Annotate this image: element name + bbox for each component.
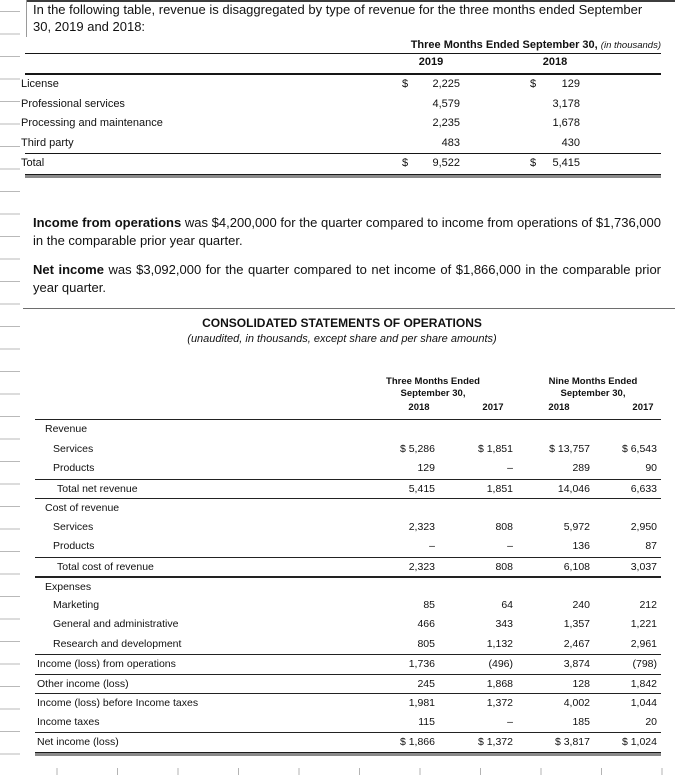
value: 483 [441,136,460,149]
cell: – [507,715,513,728]
cell: $ 3,817 [554,736,590,748]
top-cell-border-stub [26,0,27,37]
cell: 85 [423,598,435,611]
cell: (496) [488,658,513,670]
cell: 5,415 [408,482,435,495]
cell: 1,357 [563,618,590,630]
three-months-header [363,376,503,400]
cell: $ 6,543 [621,442,657,455]
cell: – [429,540,435,552]
table-row [35,596,661,616]
table-row [21,75,661,95]
table-row [35,693,661,713]
row-label: Income (loss) before Income taxes [37,697,199,709]
table2-header [35,373,661,420]
row-label: Research and development [53,637,182,650]
cell: 87 [645,540,657,552]
cell: $ 5,286 [399,442,435,455]
table1-year-2018: 2018 [542,56,568,68]
cell: 3,874 [563,658,590,670]
cell: 128 [572,677,590,690]
table-row-total [21,154,661,174]
cell: $ 1,372 [477,736,513,748]
cell: – [507,540,513,552]
net-income-paragraph [33,261,661,296]
value: 5,415 [552,157,580,170]
bottom-column-gridlines [0,768,675,775]
paragraph-lead: Net income [33,262,104,277]
table-row [35,713,661,733]
cell [530,75,580,95]
cell: 1,842 [630,677,657,690]
cell [530,114,580,134]
cell: 808 [495,560,513,573]
paragraph-lead: Income from operations [33,215,182,230]
cell: 20 [645,715,657,728]
row-label: Professional services [21,97,125,110]
cell: 64 [501,598,513,611]
row-label: Total cost of revenue [57,560,154,573]
cell [530,95,580,115]
group-line1: Three Months Ended [386,376,480,387]
dollar-sign: $ [530,78,537,90]
cell: 2,961 [630,637,657,650]
group-line1: Nine Months Ended [548,376,638,387]
cell [402,95,460,115]
cell: $ 1,866 [399,736,435,748]
table-row [21,114,661,134]
row-label: Processing and maintenance [21,117,163,130]
cell: 3,037 [630,560,657,573]
cell: 1,868 [486,677,513,690]
double-rule [25,174,661,179]
year-column-header: 2017 [632,402,654,413]
value: 2,235 [432,117,460,130]
cell: 2,467 [563,637,590,650]
table-row-total [35,557,661,577]
table-row [21,134,661,154]
cell: 1,981 [408,697,435,709]
cell: 136 [572,540,590,552]
cell: $ 1,024 [621,736,657,748]
cell: – [507,462,513,474]
consolidated-statements-table [35,373,661,756]
value: 4,579 [432,97,460,110]
table1-header [25,36,661,54]
cell: 805 [417,637,435,650]
group-line2: September 30, [560,388,626,399]
row-label: Income taxes [37,715,100,728]
table-row-section [35,498,661,518]
cell [402,114,460,134]
cell: 2,323 [408,560,435,573]
paragraph-text: was $4,200,000 for the quarter compared to income from operations of $1,736,000 in the comparable prior year quarter. [33,215,662,248]
cell [530,154,580,174]
section-divider-line [23,308,675,309]
row-label: Services [53,442,94,455]
value: 430 [561,136,580,149]
cell [530,134,580,154]
paragraph-text: was $3,092,000 for the quarter compared to net income of $1,866,000 in the comparable prior year quarter. [33,262,661,295]
value: 129 [561,78,580,90]
row-label: Income (loss) from operations [37,658,176,670]
row-label: Total net revenue [57,482,138,495]
year-column-header: 2017 [482,402,504,413]
table1-header-title: Three Months Ended September 30, [410,39,598,51]
row-label: Products [53,540,95,552]
table-row [35,440,661,460]
cell: (798) [632,658,657,670]
group-line2: September 30, [400,388,466,399]
cell: 90 [645,462,657,474]
cell: 1,221 [630,618,657,630]
revenue-disaggregation-table [21,36,661,178]
intro-paragraph: In the following table, revenue is disaggregated by type of revenue for the three months ended September 30, 2019 and 2018: [33,2,643,34]
cell: 1,372 [486,697,513,709]
cell: 14,046 [557,482,590,495]
row-label: Expenses [45,581,92,593]
cell: 185 [572,715,590,728]
cell: 1,736 [408,658,435,670]
cell: 808 [495,520,513,533]
cell: 5,972 [563,520,590,533]
table-row [35,654,661,674]
income-from-operations-paragraph [33,214,661,249]
cell: 289 [572,462,590,474]
left-margin-gridlines [0,0,20,775]
row-label: Total [21,157,45,170]
statements-subtitle: (unaudited, in thousands, except share and per share amounts) [187,333,497,345]
row-label: Products [53,462,95,474]
table-row [35,518,661,538]
table1-year-2019: 2019 [418,56,444,68]
row-label: General and administrative [53,618,179,630]
cell [402,75,460,95]
cell: 1,044 [630,697,657,709]
cell: 115 [418,715,435,728]
cell: 1,132 [486,637,513,650]
cell: 240 [572,598,590,611]
dollar-sign: $ [530,157,537,170]
table-row [35,674,661,694]
table-row [35,615,661,635]
cell: 4,002 [563,697,590,709]
table-row-total [35,732,661,752]
cell: 212 [639,598,657,611]
table-row [35,459,661,479]
row-label: Third party [21,136,74,149]
table-row [35,537,661,557]
cell: 1,851 [486,482,513,495]
value: 3,178 [552,97,580,110]
value: 9,522 [432,157,460,170]
cell: 245 [417,677,435,690]
nine-months-header [523,376,663,400]
cell: 2,323 [408,520,435,533]
cell: 2,950 [630,520,657,533]
row-label: Marketing [53,598,100,611]
value: 2,225 [432,78,460,90]
table-row-section [35,420,661,440]
row-label: Revenue [45,423,88,435]
cell: $ 13,757 [549,442,590,455]
dollar-sign: $ [402,78,409,90]
row-label: Net income (loss) [37,736,119,748]
dollar-sign: $ [402,157,409,170]
table-row [21,95,661,115]
cell: 129 [417,462,435,474]
row-label: Services [53,520,94,533]
table1-years-row [25,54,661,75]
year-column-header: 2018 [548,402,570,413]
row-label: Cost of revenue [45,502,120,514]
cell: 6,108 [563,560,590,573]
table-row [35,635,661,655]
cell [402,154,460,174]
cell: 466 [417,618,435,630]
value: 1,678 [552,117,580,130]
table1-header-note: (in thousands) [600,40,661,51]
table-row-section [35,576,661,596]
cell [402,134,460,154]
statements-title: CONSOLIDATED STATEMENTS OF OPERATIONS [202,316,482,330]
cell: 6,633 [630,482,657,495]
cell: 343 [495,618,513,630]
cell: $ 1,851 [477,442,513,455]
table-row-total [35,479,661,499]
year-column-header: 2018 [408,402,430,413]
row-label: License [21,78,59,90]
row-label: Other income (loss) [37,677,129,690]
